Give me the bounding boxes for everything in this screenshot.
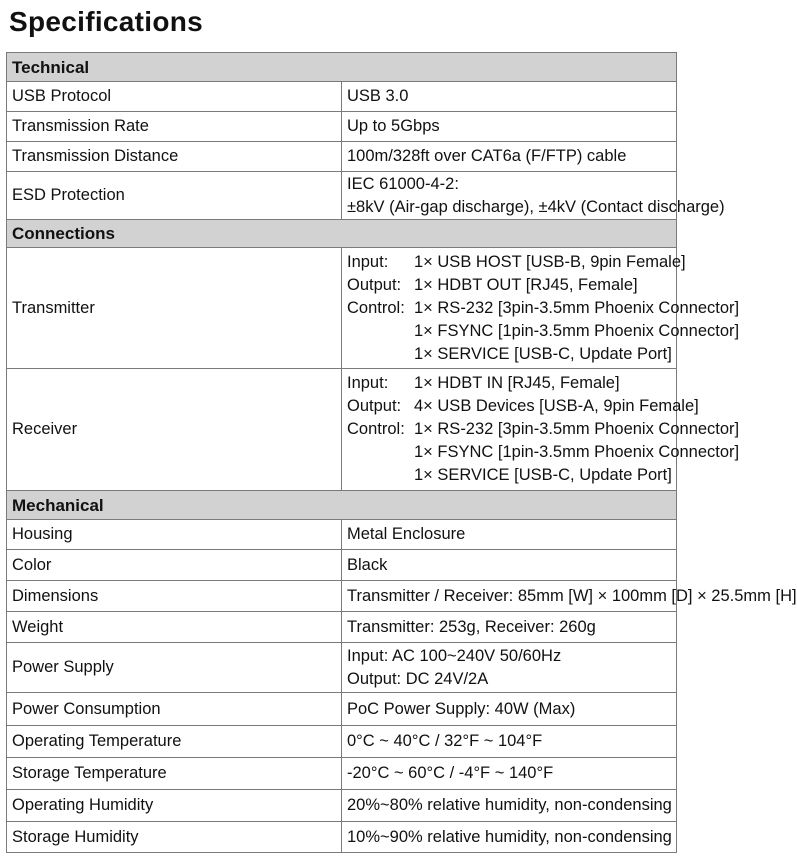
spec-value-line: [347, 343, 676, 366]
spec-label: USB Protocol: [7, 82, 342, 112]
line-prefix: Input:: [347, 252, 389, 271]
table-row: [7, 172, 677, 220]
spec-value: USB 3.0: [342, 82, 677, 112]
spec-value-line: [347, 395, 699, 418]
spec-table: [6, 52, 797, 853]
line-text: 1× RS-232 [3pin-3.5mm Phoenix Connector]: [414, 420, 740, 438]
spec-value: 10%~90% relative humidity, non-condensing: [342, 822, 677, 853]
spec-value: Black: [342, 550, 677, 581]
line-text: 1× HDBT OUT [RJ45, Female]: [414, 275, 638, 294]
spec-label: Color: [7, 550, 342, 581]
spec-value: Metal Enclosure: [342, 520, 677, 550]
line-prefix: Control:: [347, 298, 405, 317]
spec-value-line: IEC 61000-4-2:: [347, 174, 459, 193]
spec-value: 100m/328ft over CAT6a (F/FTP) cable: [342, 142, 677, 172]
spec-value-line: [347, 464, 676, 487]
spec-label: Storage Humidity: [7, 822, 342, 853]
spec-label: ESD Protection: [7, 172, 342, 220]
table-row: [7, 581, 677, 612]
section-header: Technical: [7, 53, 677, 82]
spec-value: PoC Power Supply: 40W (Max): [342, 693, 677, 726]
spec-label: Transmission Rate: [7, 112, 342, 142]
section-header-row: [7, 53, 677, 82]
section-header: Mechanical: [7, 491, 677, 520]
spec-value: -20°C ~ 60°C / -4°F ~ 140°F: [342, 758, 677, 790]
table-row: [7, 369, 677, 491]
line-prefix: Output:: [347, 275, 402, 294]
spec-label: Operating Humidity: [7, 790, 342, 822]
section-header-row: [7, 220, 677, 248]
line-prefix: Control:: [347, 420, 405, 438]
spec-value-line: [347, 418, 740, 441]
table-row: [7, 822, 677, 853]
spec-label: Transmitter: [7, 248, 342, 369]
spec-label: Storage Temperature: [7, 758, 342, 790]
spec-value: 20%~80% relative humidity, non-condensing: [342, 790, 677, 822]
spec-value: [342, 643, 677, 693]
spec-value-line: [347, 441, 740, 464]
section-header-row: [7, 491, 677, 520]
table-row: [7, 248, 677, 369]
table-row: [7, 550, 677, 581]
line-text: 1× FSYNC [1pin-3.5mm Phoenix Connector]: [414, 321, 740, 340]
spec-label: Power Supply: [7, 643, 342, 693]
spec-value: [342, 172, 725, 220]
spec-value: Transmitter / Receiver: 85mm [W] × 100mm [D] × 25.5mm [H]: [342, 581, 677, 612]
spec-value: Transmitter: 253g, Receiver: 260g: [342, 612, 677, 643]
line-text: 1× FSYNC [1pin-3.5mm Phoenix Connector]: [414, 443, 740, 461]
line-prefix: Output:: [347, 397, 402, 415]
spec-value-line: [347, 372, 676, 395]
line-text: 1× SERVICE [USB-C, Update Port]: [414, 344, 672, 363]
spec-value-line: Output: DC 24V/2A: [347, 669, 489, 688]
table-row: [7, 790, 677, 822]
spec-label: Receiver: [7, 369, 342, 491]
table-row: [7, 726, 677, 758]
table-row: [7, 643, 677, 693]
spec-value-line: ±8kV (Air-gap discharge), ±4kV (Contact discharge): [347, 197, 725, 216]
line-text: 1× RS-232 [3pin-3.5mm Phoenix Connector]: [414, 298, 740, 317]
table-row: [7, 612, 677, 643]
spec-label: Power Consumption: [7, 693, 342, 726]
line-text: 4× USB Devices [USB-A, 9pin Female]: [414, 397, 699, 415]
line-text: 1× SERVICE [USB-C, Update Port]: [414, 466, 672, 484]
table-row: [7, 82, 677, 112]
page-title: Specifications: [9, 6, 204, 37]
spec-value: Up to 5Gbps: [342, 112, 677, 142]
table-row: [7, 112, 677, 142]
spec-value-line: [347, 297, 740, 320]
spec-label: Housing: [7, 520, 342, 550]
spec-label: Transmission Distance: [7, 142, 342, 172]
spec-value: [342, 369, 740, 491]
spec-value: 0°C ~ 40°C / 32°F ~ 104°F: [342, 726, 677, 758]
section-header: Connections: [7, 220, 677, 248]
spec-label: Dimensions: [7, 581, 342, 612]
table-row: [7, 520, 677, 550]
spec-label: Weight: [7, 612, 342, 643]
line-text: 1× HDBT IN [RJ45, Female]: [414, 374, 620, 392]
spec-value-line: Input: AC 100~240V 50/60Hz: [347, 646, 562, 665]
spec-label: Operating Temperature: [7, 726, 342, 758]
table-row: [7, 758, 677, 790]
table-row: [7, 142, 677, 172]
line-prefix: Input:: [347, 374, 389, 392]
spec-value-line: [347, 251, 686, 274]
spec-value: [342, 248, 740, 369]
spec-value-line: [347, 274, 676, 297]
table-row: [7, 693, 677, 726]
line-text: 1× USB HOST [USB-B, 9pin Female]: [414, 252, 686, 271]
spec-value-line: [347, 320, 740, 343]
